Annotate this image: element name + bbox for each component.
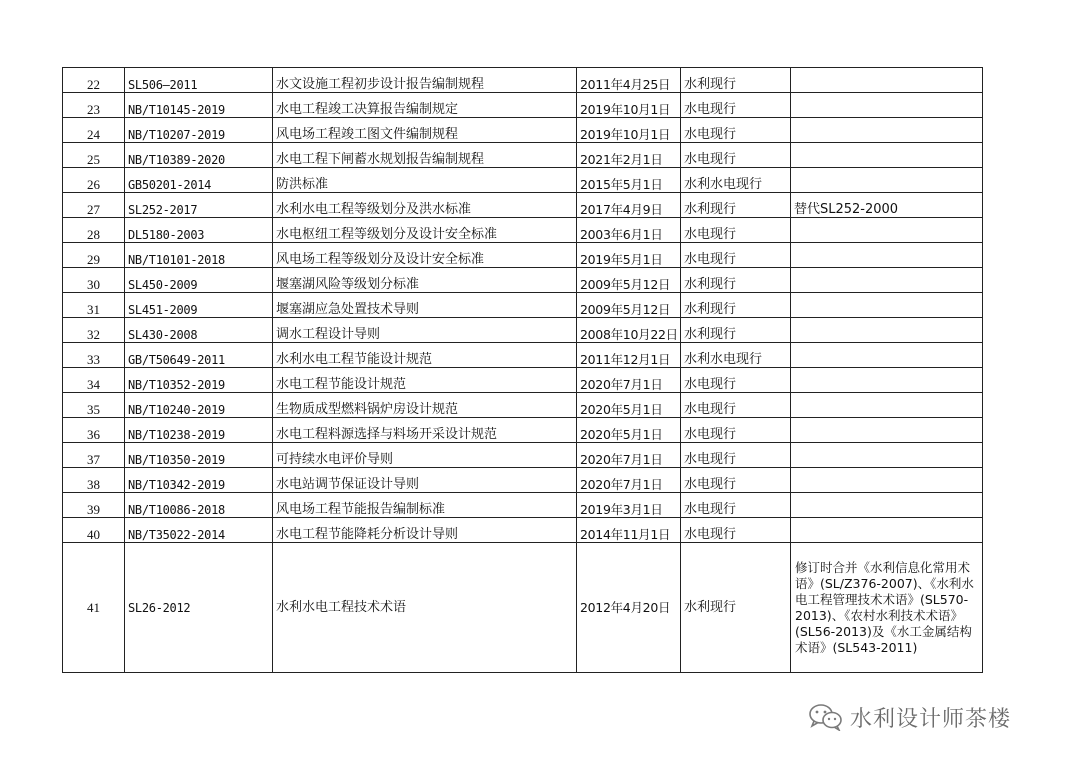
table-row [63, 118, 983, 143]
table-row [63, 443, 983, 468]
standard-code-cell: GB50201-2014 [125, 168, 273, 193]
standard-code-cell: NB/T10145-2019 [125, 93, 273, 118]
status-cell: 水利现行 [681, 268, 791, 293]
table-row [63, 493, 983, 518]
status-cell: 水利现行 [681, 293, 791, 318]
note-cell [791, 293, 983, 318]
effective-date-cell: 2019年10月1日 [577, 118, 681, 143]
table-row [63, 168, 983, 193]
standard-code-cell: NB/T35022-2014 [125, 518, 273, 543]
effective-date-cell: 2008年10月22日 [577, 318, 681, 343]
standard-code-cell: NB/T10101-2018 [125, 243, 273, 268]
standard-name-cell: 风电场工程竣工图文件编制规程 [273, 118, 577, 143]
note-cell [791, 218, 983, 243]
status-cell: 水电现行 [681, 218, 791, 243]
table-row [63, 268, 983, 293]
row-number-cell: 35 [63, 393, 125, 418]
standard-name-cell: 生物质成型燃料锅炉房设计规范 [273, 393, 577, 418]
row-number-cell: 32 [63, 318, 125, 343]
note-cell: 修订时合并《水利信息化常用术语》(SL/Z376-2007)、《水利水电工程管理技术术语》(SL570-2013)、《农村水利技术术语》(SL56-2013)及《水工金属结构术语》(SL543-2011) [791, 543, 983, 673]
status-cell: 水利现行 [681, 68, 791, 93]
status-cell: 水电现行 [681, 118, 791, 143]
effective-date-cell: 2021年2月1日 [577, 143, 681, 168]
standard-code-cell: NB/T10352-2019 [125, 368, 273, 393]
note-cell [791, 418, 983, 443]
status-cell: 水利现行 [681, 543, 791, 673]
wechat-icon [808, 703, 844, 731]
standard-code-cell: NB/T10240-2019 [125, 393, 273, 418]
row-number-cell: 24 [63, 118, 125, 143]
standard-name-cell: 调水工程设计导则 [273, 318, 577, 343]
row-number-cell: 23 [63, 93, 125, 118]
row-number-cell: 34 [63, 368, 125, 393]
standard-code-cell: NB/T10207-2019 [125, 118, 273, 143]
standard-code-cell: NB/T10238-2019 [125, 418, 273, 443]
row-number-cell: 40 [63, 518, 125, 543]
standard-name-cell: 水电工程节能降耗分析设计导则 [273, 518, 577, 543]
standard-name-cell: 水电工程下闸蓄水规划报告编制规程 [273, 143, 577, 168]
standard-code-cell: SL252-2017 [125, 193, 273, 218]
status-cell: 水电现行 [681, 468, 791, 493]
table-row [63, 343, 983, 368]
note-cell [791, 268, 983, 293]
status-cell: 水电现行 [681, 518, 791, 543]
effective-date-cell: 2014年11月1日 [577, 518, 681, 543]
row-number-cell: 26 [63, 168, 125, 193]
standard-code-cell: SL451-2009 [125, 293, 273, 318]
table-row [63, 143, 983, 168]
standard-code-cell: NB/T10389-2020 [125, 143, 273, 168]
effective-date-cell: 2020年5月1日 [577, 418, 681, 443]
standards-table-body [63, 68, 983, 673]
note-cell [791, 493, 983, 518]
table-row [63, 368, 983, 393]
note-cell [791, 518, 983, 543]
effective-date-cell: 2019年5月1日 [577, 243, 681, 268]
standard-code-cell: SL26-2012 [125, 543, 273, 673]
row-number-cell: 28 [63, 218, 125, 243]
row-number-cell: 27 [63, 193, 125, 218]
status-cell: 水利水电现行 [681, 168, 791, 193]
standard-name-cell: 水利水电工程节能设计规范 [273, 343, 577, 368]
effective-date-cell: 2011年12月1日 [577, 343, 681, 368]
status-cell: 水电现行 [681, 418, 791, 443]
table-row [63, 393, 983, 418]
note-cell [791, 343, 983, 368]
effective-date-cell: 2020年5月1日 [577, 393, 681, 418]
effective-date-cell: 2011年4月25日 [577, 68, 681, 93]
standard-code-cell: DL5180-2003 [125, 218, 273, 243]
row-number-cell: 25 [63, 143, 125, 168]
table-row [63, 293, 983, 318]
status-cell: 水电现行 [681, 493, 791, 518]
row-number-cell: 38 [63, 468, 125, 493]
effective-date-cell: 2020年7月1日 [577, 443, 681, 468]
table-row [63, 218, 983, 243]
row-number-cell: 37 [63, 443, 125, 468]
row-number-cell: 22 [63, 68, 125, 93]
table-row [63, 193, 983, 218]
status-cell: 水电现行 [681, 93, 791, 118]
standard-name-cell: 水文设施工程初步设计报告编制规程 [273, 68, 577, 93]
effective-date-cell: 2017年4月9日 [577, 193, 681, 218]
standard-name-cell: 水电站调节保证设计导则 [273, 468, 577, 493]
table-row [63, 518, 983, 543]
note-cell [791, 318, 983, 343]
table-row [63, 243, 983, 268]
standard-name-cell: 水电枢纽工程等级划分及设计安全标准 [273, 218, 577, 243]
standard-name-cell: 风电场工程节能报告编制标准 [273, 493, 577, 518]
row-number-cell: 39 [63, 493, 125, 518]
effective-date-cell: 2020年7月1日 [577, 468, 681, 493]
standard-code-cell: NB/T10342-2019 [125, 468, 273, 493]
note-cell [791, 68, 983, 93]
status-cell: 水电现行 [681, 393, 791, 418]
table-row [63, 318, 983, 343]
effective-date-cell: 2009年5月12日 [577, 293, 681, 318]
row-number-cell: 33 [63, 343, 125, 368]
standard-code-cell: SL506—2011 [125, 68, 273, 93]
standard-name-cell: 水利水电工程技术术语 [273, 543, 577, 673]
note-cell [791, 118, 983, 143]
note-cell [791, 368, 983, 393]
standard-code-cell: NB/T10350-2019 [125, 443, 273, 468]
watermark-text: 水利设计师茶楼 [850, 706, 1012, 732]
status-cell: 水电现行 [681, 143, 791, 168]
table-row [63, 93, 983, 118]
standard-name-cell: 水电工程节能设计规范 [273, 368, 577, 393]
standard-name-cell: 风电场工程等级划分及设计安全标准 [273, 243, 577, 268]
status-cell: 水电现行 [681, 443, 791, 468]
status-cell: 水利现行 [681, 318, 791, 343]
effective-date-cell: 2012年4月20日 [577, 543, 681, 673]
table-row [63, 418, 983, 443]
note-cell [791, 243, 983, 268]
row-number-cell: 36 [63, 418, 125, 443]
row-number-cell: 41 [63, 543, 125, 673]
row-number-cell: 30 [63, 268, 125, 293]
standard-name-cell: 堰塞湖风险等级划分标准 [273, 268, 577, 293]
status-cell: 水利现行 [681, 193, 791, 218]
standard-code-cell: NB/T10086-2018 [125, 493, 273, 518]
note-cell [791, 443, 983, 468]
note-cell [791, 393, 983, 418]
note-cell [791, 143, 983, 168]
effective-date-cell: 2015年5月1日 [577, 168, 681, 193]
standard-code-cell: SL450-2009 [125, 268, 273, 293]
standard-name-cell: 水电工程料源选择与料场开采设计规范 [273, 418, 577, 443]
row-number-cell: 29 [63, 243, 125, 268]
table-row [63, 68, 983, 93]
effective-date-cell: 2019年3月1日 [577, 493, 681, 518]
standard-name-cell: 水利水电工程等级划分及洪水标准 [273, 193, 577, 218]
status-cell: 水利水电现行 [681, 343, 791, 368]
row-number-cell: 31 [63, 293, 125, 318]
watermark [808, 702, 1011, 732]
effective-date-cell: 2019年10月1日 [577, 93, 681, 118]
standard-name-cell: 水电工程竣工决算报告编制规定 [273, 93, 577, 118]
status-cell: 水电现行 [681, 368, 791, 393]
standard-name-cell: 可持续水电评价导则 [273, 443, 577, 468]
note-cell: 替代SL252-2000 [791, 193, 983, 218]
standard-code-cell: GB/T50649-2011 [125, 343, 273, 368]
standard-name-cell: 防洪标准 [273, 168, 577, 193]
status-cell: 水电现行 [681, 243, 791, 268]
table-row [63, 468, 983, 493]
note-cell [791, 93, 983, 118]
note-cell [791, 168, 983, 193]
effective-date-cell: 2003年6月1日 [577, 218, 681, 243]
standard-name-cell: 堰塞湖应急处置技术导则 [273, 293, 577, 318]
effective-date-cell: 2009年5月12日 [577, 268, 681, 293]
standard-code-cell: SL430-2008 [125, 318, 273, 343]
effective-date-cell: 2020年7月1日 [577, 368, 681, 393]
standards-table [62, 67, 983, 673]
table-row [63, 543, 983, 673]
note-cell [791, 468, 983, 493]
